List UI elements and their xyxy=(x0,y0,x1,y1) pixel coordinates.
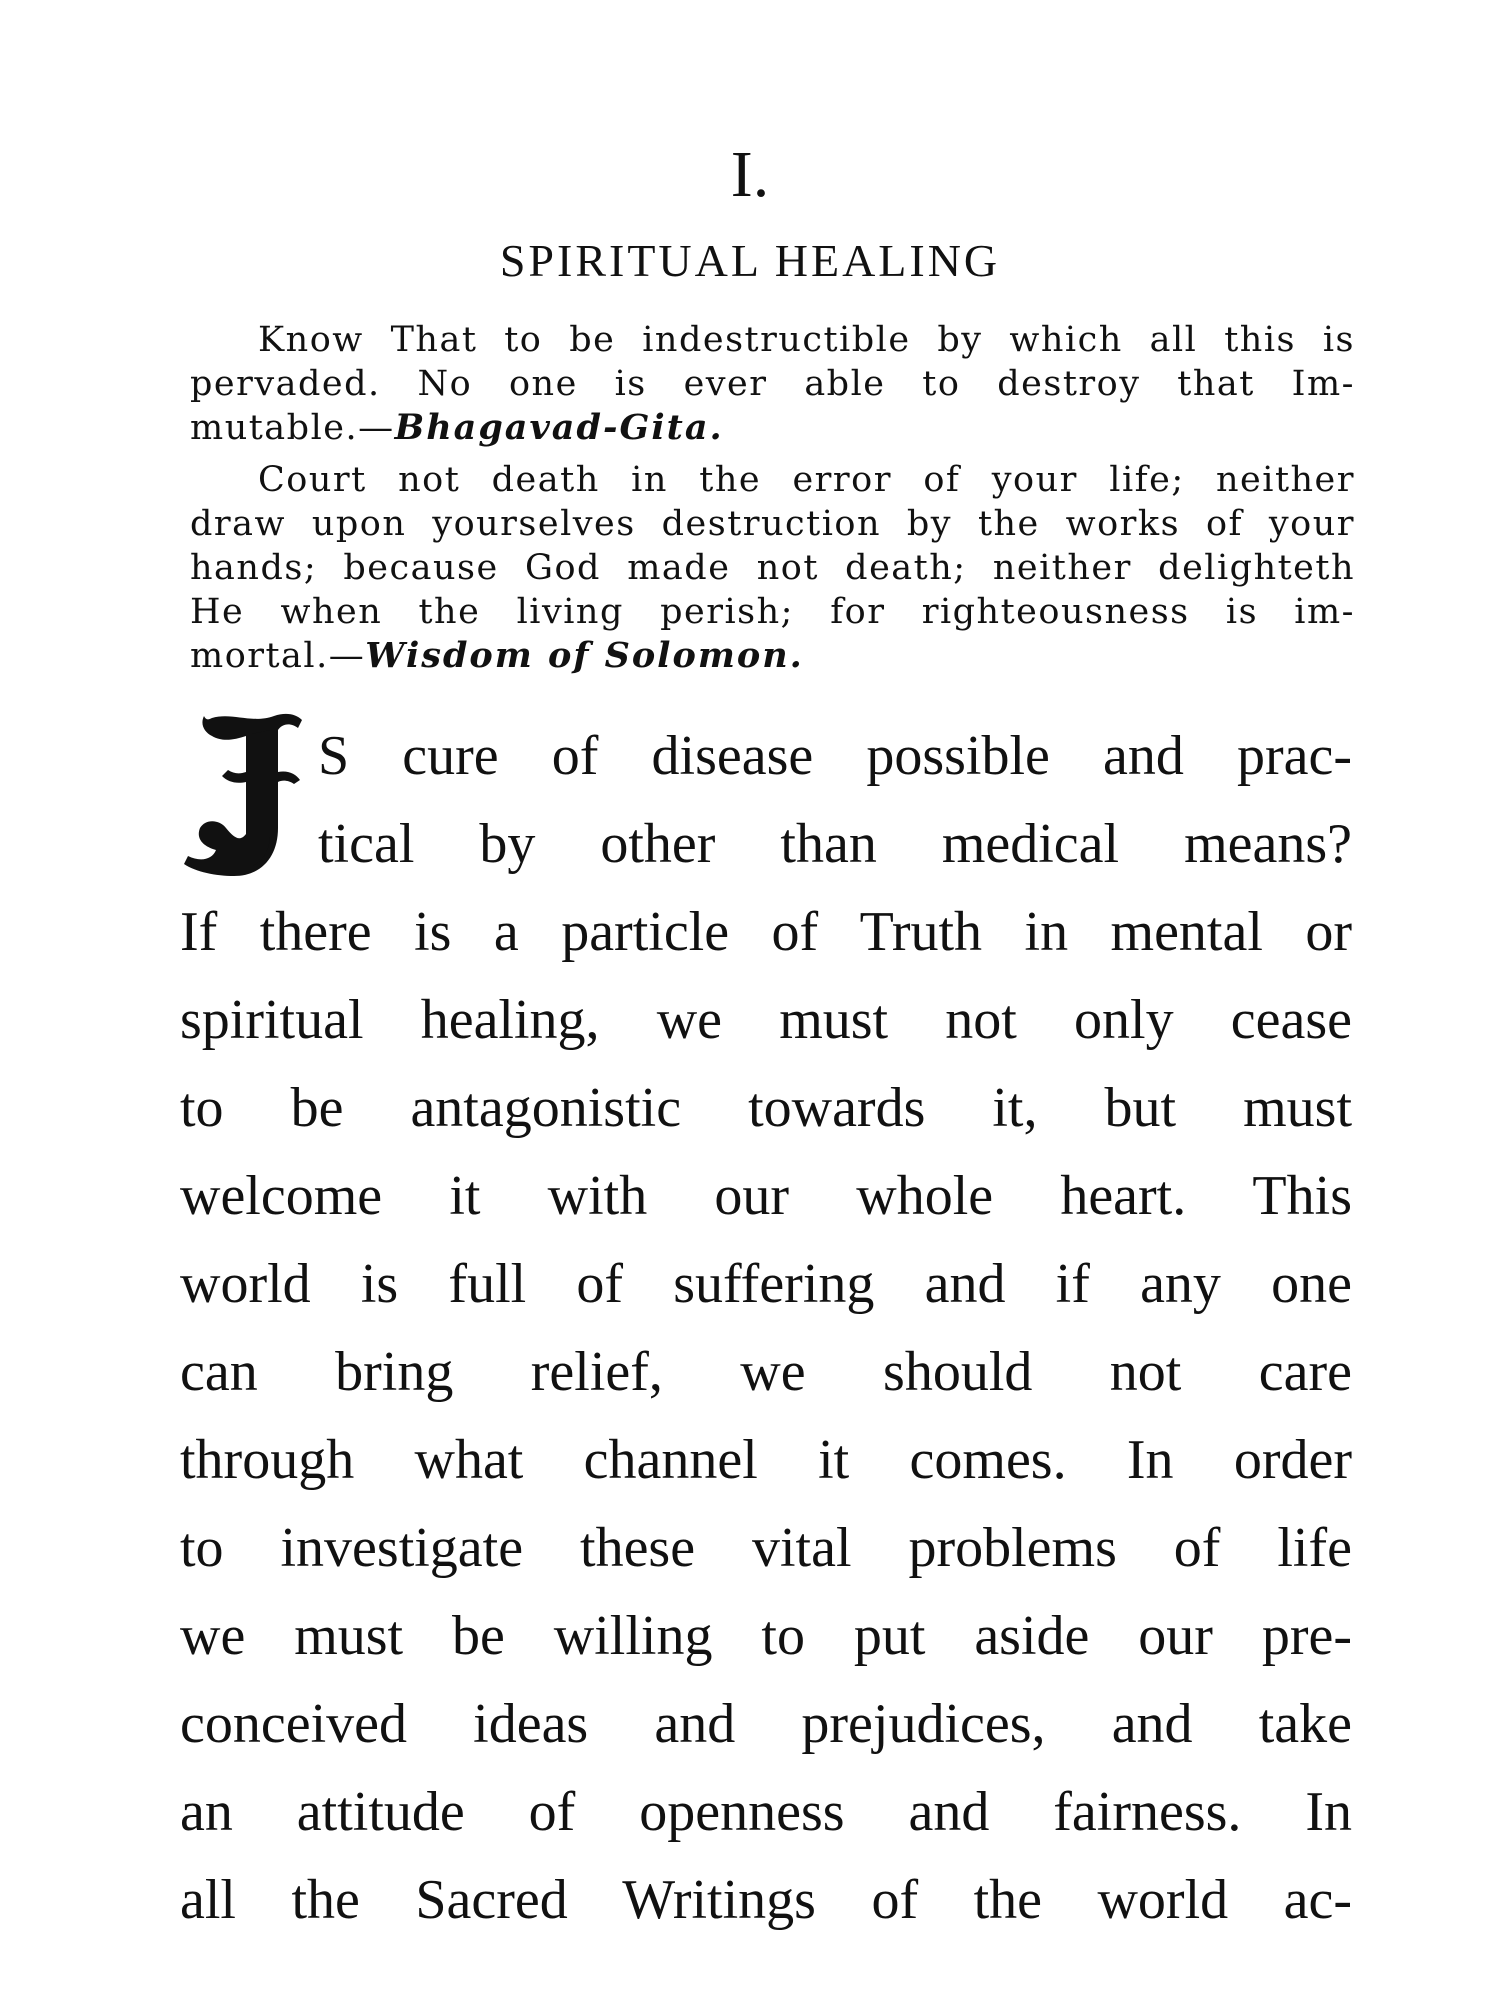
body-paragraph xyxy=(180,888,1352,1944)
epigraph-line xyxy=(190,406,1355,450)
body-line: an attitude of openness and fairness. In xyxy=(180,1781,1352,1843)
body-line: to investigate these vital problems of life xyxy=(180,1517,1352,1579)
epigraph-line xyxy=(190,634,1355,678)
body-lead-lines xyxy=(318,712,1352,888)
body-line: through what channel it comes. In order xyxy=(180,1429,1352,1491)
chapter-title: SPIRITUAL HEALING xyxy=(499,235,1001,286)
epigraph-line-text: mortal.— xyxy=(190,636,366,676)
body-line: conceived ideas and prejudices, and take xyxy=(180,1693,1352,1755)
epigraph-line-text: mutable.— xyxy=(190,408,395,448)
chapter-number: I. xyxy=(730,138,770,211)
epigraph-wisdom-of-solomon xyxy=(190,458,1355,678)
epigraph-attribution: Wisdom of Solomon. xyxy=(365,635,804,676)
epigraph-attribution: Bhagavad-Gita. xyxy=(394,407,724,448)
epigraph-line: hands; because God made not death; neither delighteth xyxy=(190,548,1355,588)
epigraph-line: pervaded. No one is ever able to destroy that Im- xyxy=(190,364,1355,404)
body-line: tical by other than medical means? xyxy=(318,813,1352,875)
body-line: can bring relief, we should not care xyxy=(180,1341,1352,1403)
drop-cap-initial xyxy=(182,710,306,880)
epigraph-line: Court not death in the error of your life; neither xyxy=(258,460,1355,500)
body-line: S cure of disease possible and prac- xyxy=(318,725,1352,787)
body-line: we must be willing to put aside our pre- xyxy=(180,1605,1352,1667)
epigraph-line: He when the living perish; for righteousness is im- xyxy=(190,592,1355,632)
body-line: world is full of suffering and if any one xyxy=(180,1253,1352,1315)
body-line: welcome it with our whole heart. This xyxy=(180,1165,1352,1227)
body-line: all the Sacred Writings of the world ac- xyxy=(180,1869,1352,1931)
body-line: spiritual healing, we must not only cease xyxy=(180,989,1352,1051)
body-line: to be antagonistic towards it, but must xyxy=(180,1077,1352,1139)
epigraph-line: Know That to be indestructible by which all this is xyxy=(258,320,1355,360)
epigraph-bhagavad-gita xyxy=(190,318,1355,450)
epigraph-line: draw upon yourselves destruction by the works of your xyxy=(190,504,1355,544)
body-line: If there is a particle of Truth in mental or xyxy=(180,901,1352,963)
